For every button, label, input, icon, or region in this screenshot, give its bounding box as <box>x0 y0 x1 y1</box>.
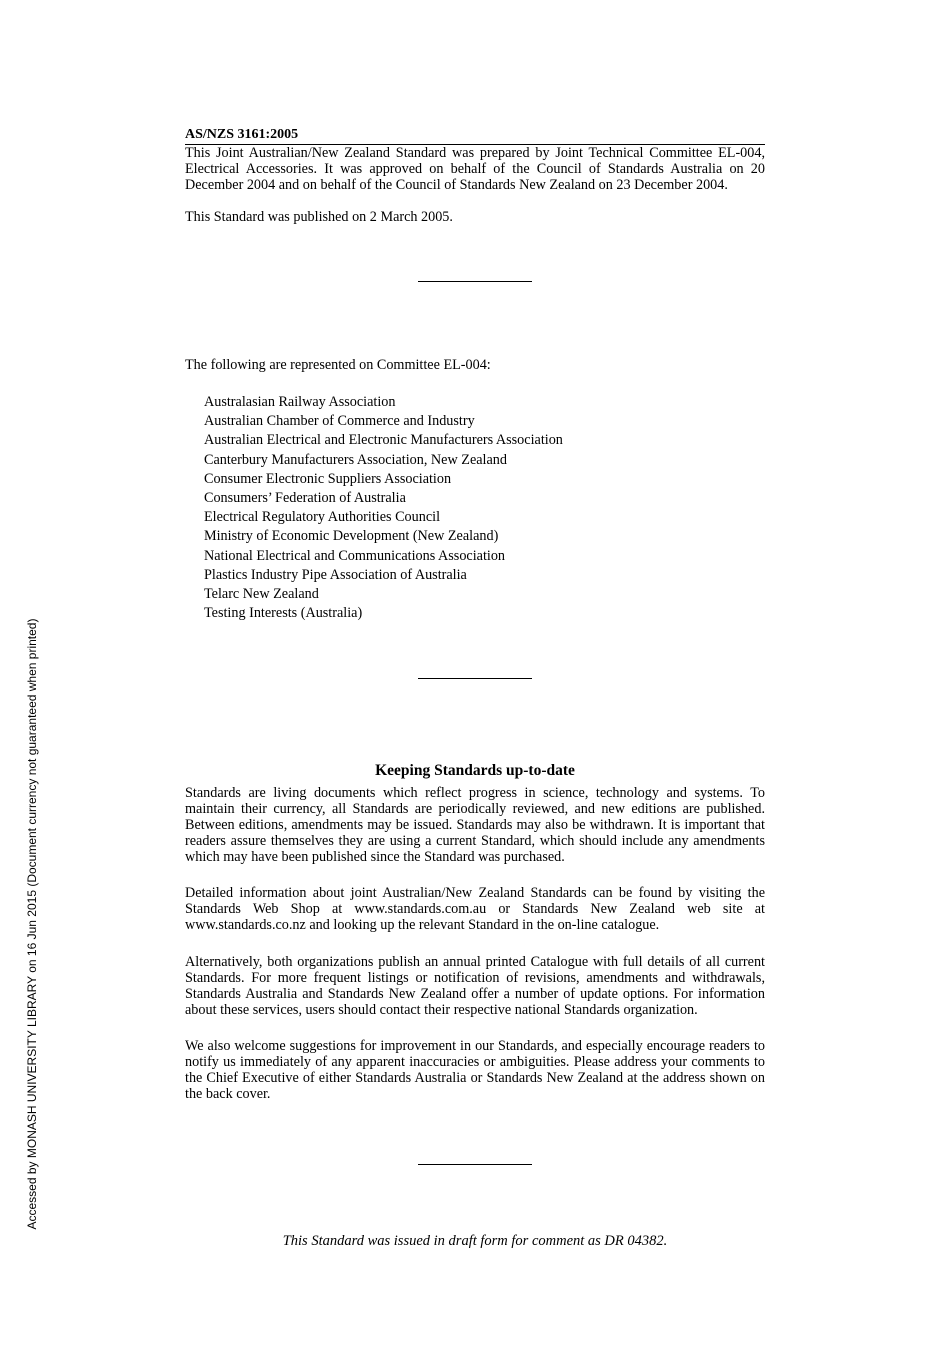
draft-note: This Standard was issued in draft form for comment as DR 04382. <box>282 1233 668 1249</box>
publication-date: This Standard was published on 2 March 2005. <box>185 209 453 225</box>
body-paragraph: Standards are living documents which reflect progress in science, technology and systems. To maintain their currency, all Standards are periodically reviewed, and new editions are published. Between editions, amendments may be issued. Standards may also be withdrawn. It is important that readers assure themselves they are using a current Standard, which should include any amendments which may have been published since the Standard was purchased. <box>185 785 765 865</box>
preparation-paragraph: This Joint Australian/New Zealand Standard was prepared by Joint Technical Committee EL-004, Electrical Accessories. It was approved on behalf of the Council of Standards Australia on 20 December 2004 and on behalf of the Council of Standards New Zealand on 23 December 2004. <box>185 145 765 193</box>
list-item: Australian Chamber of Commerce and Industry <box>204 413 475 430</box>
list-item: National Electrical and Communications Association <box>204 547 506 564</box>
list-item: Australasian Railway Association <box>204 394 396 410</box>
committee-intro: The following are represented on Committee EL-004: <box>185 357 491 373</box>
committee-member-list <box>204 393 563 623</box>
list-item: Australian Electrical and Electronic Manufacturers Association <box>204 432 563 449</box>
list-item: Electrical Regulatory Authorities Council <box>204 509 441 526</box>
section-heading: Keeping Standards up-to-date <box>375 762 575 779</box>
body-paragraph: Detailed information about joint Australian/New Zealand Standards can be found by visiting the Standards Web Shop at www.standards.com.au or Standards New Zealand web site at www.standards.co.nz and looking up the relevant Standard in the on-line catalogue. <box>185 885 765 933</box>
section-divider <box>418 1164 532 1165</box>
list-item: Ministry of Economic Development (New Zealand) <box>204 528 499 545</box>
list-item: Plastics Industry Pipe Association of Australia <box>204 566 467 583</box>
standard-number: AS/NZS 3161:2005 <box>185 127 765 145</box>
list-item: Canterbury Manufacturers Association, New Zealand <box>204 451 507 468</box>
body-paragraph: We also welcome suggestions for improvement in our Standards, and especially encourage readers to notify us immediately of any apparent inaccuracies or ambiguities. Please address your comments to the Chief Executive of either Standards Australia or Standards New Zealand at the address shown on the back cover. <box>185 1038 765 1102</box>
list-item: Consumers’ Federation of Australia <box>204 490 406 507</box>
list-item: Consumer Electronic Suppliers Association <box>204 470 452 487</box>
section-divider <box>418 281 532 282</box>
body-paragraph: Alternatively, both organizations publish an annual printed Catalogue with full details of all current Standards. For more frequent listings or notification of revisions, amendments and withdrawals, Standards Australia and Standards New Zealand offer a number of update options. For information about these services, users should contact their respective national Standards organization. <box>185 954 765 1018</box>
access-watermark: Accessed by MONASH UNIVERSITY LIBRARY on 16 Jun 2015 (Document currency not guaranteed when printed) <box>25 618 39 1230</box>
section-divider <box>418 678 532 679</box>
list-item: Testing Interests (Australia) <box>204 605 363 622</box>
list-item: Telarc New Zealand <box>204 586 319 603</box>
